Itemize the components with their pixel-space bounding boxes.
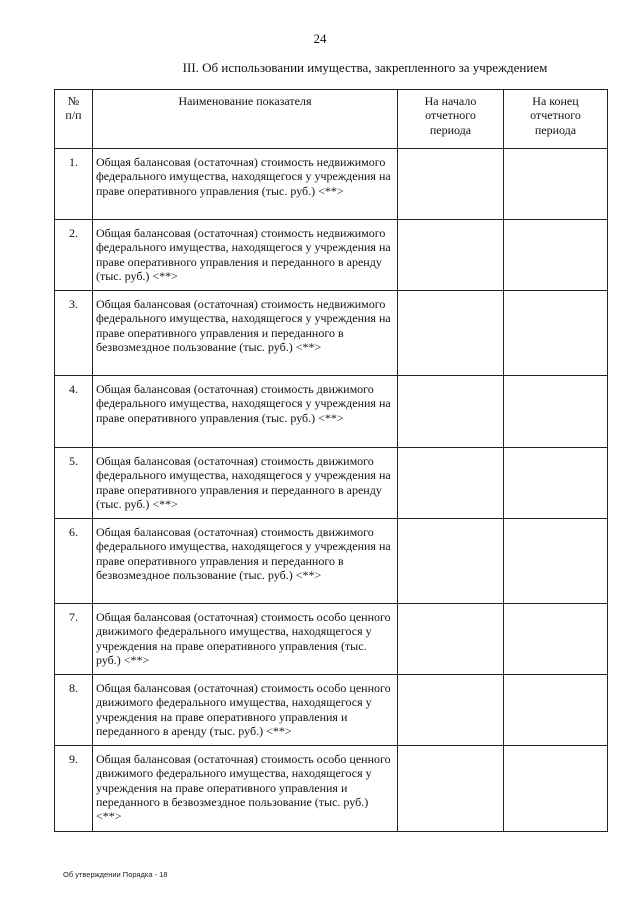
section-title: III. Об использовании имущества, закрепленного за учреждением bbox=[182, 60, 548, 75]
value-end[interactable] bbox=[504, 604, 608, 675]
value-end[interactable] bbox=[504, 448, 608, 519]
table-row bbox=[55, 448, 608, 519]
header-end bbox=[504, 90, 608, 149]
row-number: 9. bbox=[55, 746, 93, 832]
table-header-row bbox=[55, 90, 608, 149]
table-row bbox=[55, 376, 608, 448]
value-start[interactable] bbox=[398, 519, 504, 604]
row-number: 2. bbox=[55, 220, 93, 291]
value-start[interactable] bbox=[398, 291, 504, 376]
value-end[interactable] bbox=[504, 519, 608, 604]
value-end[interactable] bbox=[504, 675, 608, 746]
table-row bbox=[55, 519, 608, 604]
header-num-label: № п/п bbox=[65, 94, 82, 123]
indicator-name: Общая балансовая (остаточная) стоимость особо ценного движимого федерального имущества, находящегося у учреждения на праве оперативного управления и переданного в безвозмездное пользование (тыс. руб.) <**> bbox=[93, 746, 398, 832]
value-start[interactable] bbox=[398, 149, 504, 220]
value-start[interactable] bbox=[398, 220, 504, 291]
header-name-label: Наименование показателя bbox=[178, 94, 312, 108]
header-start-label: На начало отчетного периода bbox=[424, 94, 477, 137]
row-number: 8. bbox=[55, 675, 93, 746]
row-number: 4. bbox=[55, 376, 93, 448]
indicator-name: Общая балансовая (остаточная) стоимость особо ценного движимого федерального имущества, находящегося у учреждения на праве оперативного управления и переданного в аренду (тыс. руб.) <**> bbox=[93, 675, 398, 746]
indicator-name: Общая балансовая (остаточная) стоимость недвижимого федерального имущества, находящегося у учреждения на праве оперативного управления и переданного в аренду (тыс. руб.) <**> bbox=[93, 220, 398, 291]
value-start[interactable] bbox=[398, 376, 504, 448]
table-row bbox=[55, 220, 608, 291]
value-end[interactable] bbox=[504, 149, 608, 220]
table-row bbox=[55, 746, 608, 832]
table-row bbox=[55, 675, 608, 746]
row-number: 3. bbox=[55, 291, 93, 376]
row-number: 7. bbox=[55, 604, 93, 675]
page-number: 24 bbox=[313, 31, 327, 46]
footer-note: Об утверждении Порядка - 18 bbox=[63, 870, 168, 879]
indicator-name: Общая балансовая (остаточная) стоимость движимого федерального имущества, находящегося у учреждения на праве оперативного управления и переданного в безвозмездное пользование (тыс. руб.) <**> bbox=[93, 519, 398, 604]
header-name bbox=[93, 90, 398, 149]
indicator-name: Общая балансовая (остаточная) стоимость движимого федерального имущества, находящегося у учреждения на праве оперативного управления и переданного в аренду (тыс. руб.) <**> bbox=[93, 448, 398, 519]
row-number: 6. bbox=[55, 519, 93, 604]
value-end[interactable] bbox=[504, 746, 608, 832]
table-row bbox=[55, 604, 608, 675]
table-row bbox=[55, 291, 608, 376]
indicator-name: Общая балансовая (остаточная) стоимость движимого федерального имущества, находящегося у учреждения на праве оперативного управления (тыс. руб.) <**> bbox=[93, 376, 398, 448]
row-number: 5. bbox=[55, 448, 93, 519]
value-end[interactable] bbox=[504, 220, 608, 291]
table-row bbox=[55, 149, 608, 220]
indicator-name: Общая балансовая (остаточная) стоимость особо ценного движимого федерального имущества, находящегося у учреждения на праве оперативного управления (тыс. руб.) <**> bbox=[93, 604, 398, 675]
value-start[interactable] bbox=[398, 675, 504, 746]
header-num bbox=[55, 90, 93, 149]
value-start[interactable] bbox=[398, 746, 504, 832]
value-start[interactable] bbox=[398, 604, 504, 675]
header-start bbox=[398, 90, 504, 149]
indicator-name: Общая балансовая (остаточная) стоимость недвижимого федерального имущества, находящегося у учреждения на праве оперативного управления и переданного в безвозмездное пользование (тыс. руб.) <**> bbox=[93, 291, 398, 376]
row-number: 1. bbox=[55, 149, 93, 220]
property-usage-table bbox=[54, 89, 608, 832]
indicator-name: Общая балансовая (остаточная) стоимость недвижимого федерального имущества, находящегося у учреждения на праве оперативного управления (тыс. руб.) <**> bbox=[93, 149, 398, 220]
value-end[interactable] bbox=[504, 376, 608, 448]
value-end[interactable] bbox=[504, 291, 608, 376]
value-start[interactable] bbox=[398, 448, 504, 519]
header-end-label: На конец отчетного периода bbox=[530, 94, 581, 137]
